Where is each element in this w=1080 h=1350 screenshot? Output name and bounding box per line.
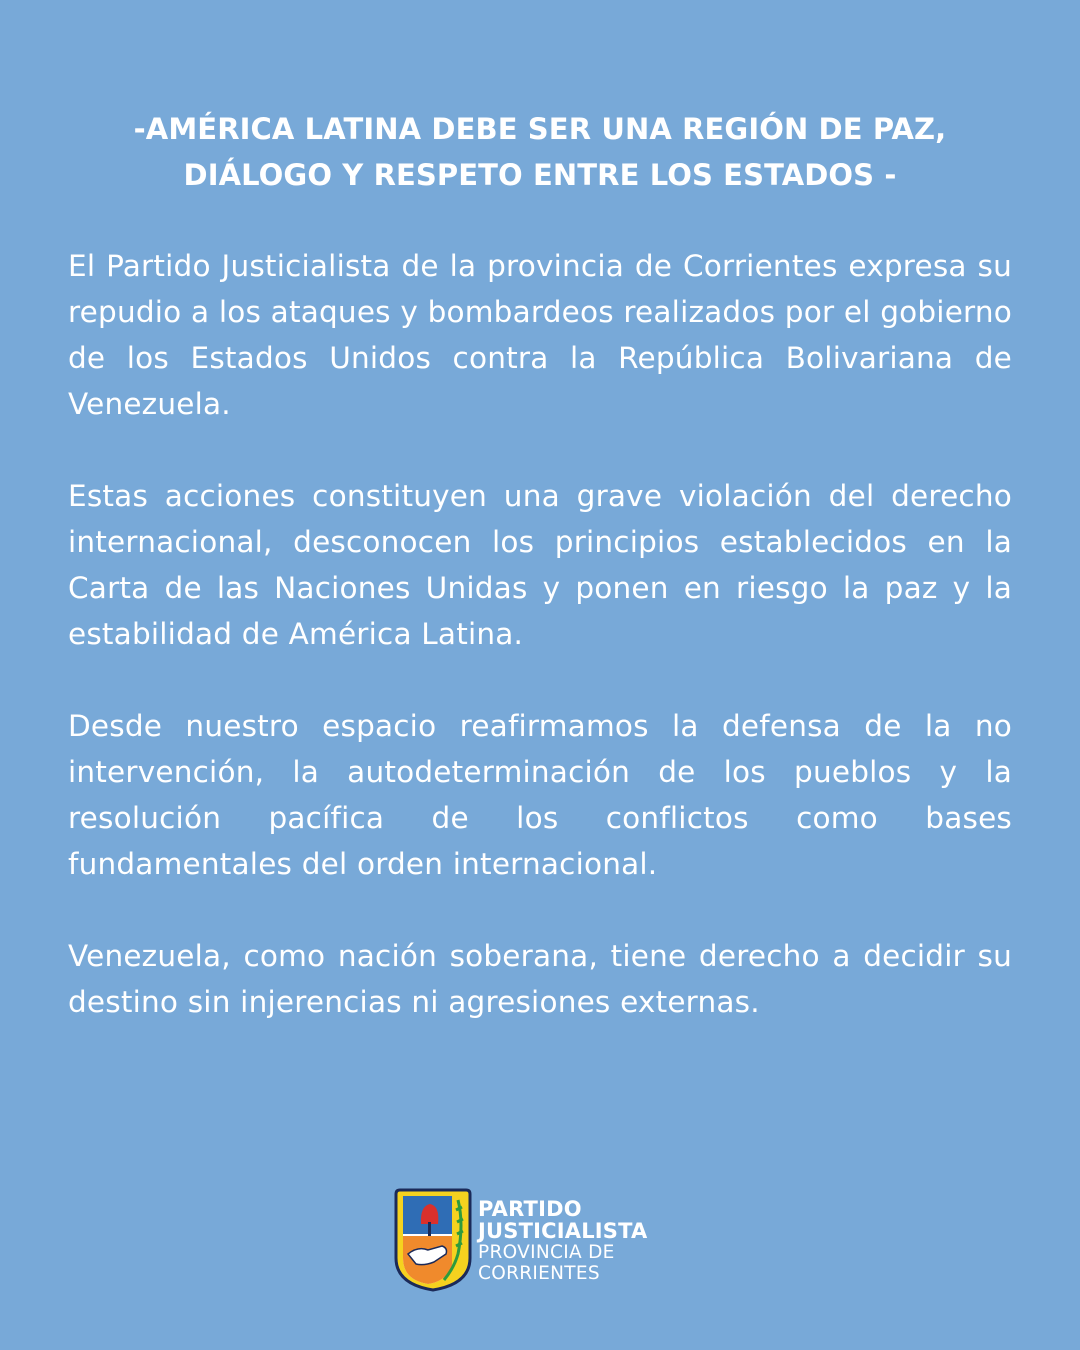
party-logo — [394, 1184, 694, 1294]
statement-body — [68, 243, 1012, 1071]
logo-line-provincia: PROVINCIA DE — [478, 1242, 615, 1263]
headline-line-2: DIÁLOGO Y RESPETO ENTRE LOS ESTADOS - — [183, 158, 897, 192]
paragraph-3: Desde nuestro espacio reafirmamos la defensa de la no intervención, la autodeterminación de los pueblos y la resolución pacífica de los conflictos como bases fundamentales del orden internacional. — [68, 709, 1012, 881]
paragraph-4: Venezuela, como nación soberana, tiene derecho a decidir su destino sin injerencias ni agresiones externas. — [68, 939, 1012, 1019]
logo-line-corrientes: CORRIENTES — [478, 1263, 600, 1284]
paragraph-2: Estas acciones constituyen una grave violación del derecho internacional, desconocen los principios establecidos en la Carta de las Naciones Unidas y ponen en riesgo la paz y la estabilidad de América Latina. — [68, 479, 1012, 651]
logo-line-partido: PARTIDO — [478, 1197, 582, 1221]
paragraph-1: El Partido Justicialista de la provincia de Corrientes expresa su repudio a los ataques y bombardeos realizados por el gobierno de los Estados Unidos contra la República Bolivariana de Venezuela. — [68, 249, 1012, 421]
headline-line-1: -AMÉRICA LATINA DEBE SER UNA REGIÓN DE PAZ, — [133, 112, 947, 146]
logo-line-justicialista: JUSTICIALISTA — [478, 1219, 648, 1243]
shield-emblem-icon — [394, 1184, 472, 1292]
logo-text — [478, 1198, 647, 1284]
headline — [60, 106, 1020, 198]
